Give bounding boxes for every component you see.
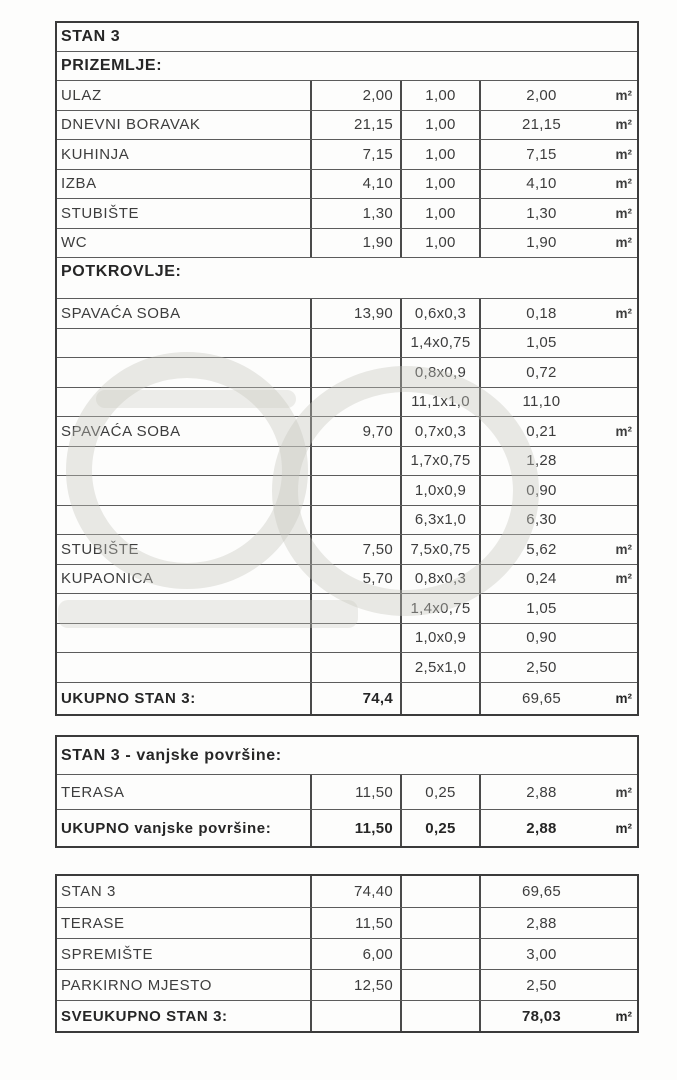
unit-label: m² (615, 87, 632, 103)
result-cell (479, 810, 637, 846)
table-row (57, 876, 637, 907)
room-name-cell: STUBIŠTE (61, 204, 140, 222)
section-row (57, 51, 637, 80)
area-cell (310, 594, 400, 623)
unit-label: m² (615, 571, 632, 587)
result-value: 21,15 (521, 116, 562, 134)
result-value: 69,65 (521, 883, 562, 900)
coefficient-cell: 7,5x0,75 (400, 535, 479, 564)
coefficient-cell: 1,00 (400, 140, 479, 169)
room-name-cell (57, 329, 310, 358)
area-cell (310, 624, 400, 653)
result-cell (479, 939, 637, 969)
coefficient-cell (400, 1001, 479, 1031)
table-stan3-outdoor (55, 735, 639, 848)
result-value: 1,30 (526, 204, 557, 222)
room-name-cell: TERASA (61, 783, 125, 801)
unit-label: m² (615, 235, 632, 251)
table-row (57, 446, 637, 476)
table-row (57, 198, 637, 228)
section-row (57, 737, 637, 774)
table-row (57, 110, 637, 140)
section-label: PRIZEMLJE: (61, 57, 163, 74)
coefficient-cell: 0,7x0,3 (400, 417, 479, 446)
result-value: 0,21 (526, 422, 557, 440)
result-cell (479, 653, 637, 682)
coefficient-cell: 1,0x0,9 (400, 476, 479, 505)
unit-label: m² (615, 1008, 632, 1024)
area-cell: 2,00 (310, 81, 400, 110)
coefficient-cell: 1,00 (400, 229, 479, 258)
room-name-cell: DNEVNI BORAVAK (61, 116, 201, 134)
result-value: 69,65 (521, 689, 562, 707)
result-value: 0,24 (526, 570, 557, 588)
result-cell (479, 970, 637, 1000)
area-cell (310, 388, 400, 417)
coefficient-cell: 1,00 (400, 111, 479, 140)
table-row (57, 169, 637, 199)
room-name-cell: SVEUKUPNO STAN 3: (61, 1007, 228, 1025)
table-row (57, 139, 637, 169)
area-cell (310, 358, 400, 387)
area-cell (310, 653, 400, 682)
table-row (57, 938, 637, 969)
table-row (57, 80, 637, 110)
room-name-cell: SPAVAĆA SOBA (61, 304, 181, 322)
table-row (57, 623, 637, 653)
result-value: 2,50 (526, 658, 557, 676)
result-value: 5,62 (526, 540, 557, 558)
result-cell (479, 329, 637, 358)
coefficient-cell: 1,7x0,75 (400, 447, 479, 476)
coefficient-cell (400, 876, 479, 907)
area-cell: 7,50 (310, 535, 400, 564)
result-cell (479, 565, 637, 594)
room-name-cell (57, 506, 310, 535)
coefficient-cell: 1,00 (400, 170, 479, 199)
room-name-cell (57, 447, 310, 476)
room-name-cell: STUBIŠTE (61, 540, 140, 558)
coefficient-cell (400, 970, 479, 1000)
result-cell (479, 1001, 637, 1031)
table-row (57, 593, 637, 623)
coefficient-cell: 1,00 (400, 199, 479, 228)
area-cell: 11,50 (310, 775, 400, 809)
table-row (57, 774, 637, 809)
table-row (57, 228, 637, 258)
table-row (57, 505, 637, 535)
room-name-cell: PARKIRNO MJESTO (61, 976, 212, 994)
unit-label: m² (615, 117, 632, 133)
result-cell (479, 140, 637, 169)
result-value: 11,10 (522, 393, 561, 411)
result-value: 4,10 (526, 175, 557, 193)
area-cell: 1,30 (310, 199, 400, 228)
result-value: 1,05 (526, 334, 557, 352)
room-name-cell: TERASE (61, 914, 125, 932)
result-cell (479, 624, 637, 653)
coefficient-cell: 0,8x0,3 (400, 565, 479, 594)
result-cell (479, 299, 637, 328)
coefficient-cell: 0,6x0,3 (400, 299, 479, 328)
table-row (57, 652, 637, 682)
room-name-cell: WC (61, 234, 88, 252)
title-row (57, 23, 637, 51)
result-cell (479, 535, 637, 564)
table-row (57, 475, 637, 505)
table-row (57, 298, 637, 328)
room-name-cell: ULAZ (61, 86, 102, 104)
result-value: 2,50 (526, 976, 557, 994)
result-cell (479, 876, 637, 907)
coefficient-cell (400, 939, 479, 969)
result-value: 2,88 (526, 783, 557, 801)
room-name-cell: IZBA (61, 175, 97, 193)
result-value: 3,00 (526, 945, 557, 963)
room-name-cell: UKUPNO STAN 3: (61, 689, 196, 707)
coefficient-cell: 6,3x1,0 (400, 506, 479, 535)
unit-label: m² (615, 784, 632, 800)
result-cell (479, 229, 637, 258)
area-cell: 13,90 (310, 299, 400, 328)
result-cell (479, 81, 637, 110)
result-cell (479, 111, 637, 140)
table-row (57, 328, 637, 358)
area-cell (310, 1001, 400, 1031)
result-value: 0,90 (526, 481, 557, 499)
room-name-cell: STAN 3 (61, 883, 117, 900)
area-cell: 74,4 (310, 683, 400, 714)
total-row (57, 1000, 637, 1031)
result-value: 0,90 (526, 629, 557, 647)
section-label: STAN 3 - vanjske površine: (61, 746, 282, 764)
coefficient-cell: 0,25 (400, 775, 479, 809)
area-cell: 7,15 (310, 140, 400, 169)
unit-label: m² (615, 690, 632, 706)
table-stan3-summary (55, 874, 639, 1033)
coefficient-cell: 11,1x1,0 (400, 388, 479, 417)
result-cell (479, 594, 637, 623)
table-row (57, 387, 637, 417)
coefficient-cell: 1,4x0,75 (400, 594, 479, 623)
coefficient-cell: 1,4x0,75 (400, 329, 479, 358)
unit-label: m² (615, 423, 632, 439)
result-value: 2,00 (526, 86, 557, 104)
result-cell (479, 775, 637, 809)
area-cell: 12,50 (310, 970, 400, 1000)
room-name-cell (57, 388, 310, 417)
table-row (57, 416, 637, 446)
section-label: POTKROVLJE: (61, 263, 182, 280)
result-value: 0,72 (526, 363, 557, 381)
coefficient-cell: 0,25 (400, 810, 479, 846)
room-name-cell: SPAVAĆA SOBA (61, 422, 181, 440)
unit-label: m² (615, 205, 632, 221)
result-value: 1,05 (526, 599, 557, 617)
table-stan3-main (55, 21, 639, 716)
room-name-cell (57, 594, 310, 623)
room-name-cell: UKUPNO vanjske površine: (61, 819, 272, 837)
area-cell: 74,40 (310, 876, 400, 907)
total-row (57, 809, 637, 846)
room-name-cell: KUPAONICA (61, 570, 154, 588)
result-cell (479, 417, 637, 446)
area-cell: 1,90 (310, 229, 400, 258)
result-cell (479, 506, 637, 535)
table-row (57, 969, 637, 1000)
table-row (57, 564, 637, 594)
coefficient-cell: 0,8x0,9 (400, 358, 479, 387)
result-cell (479, 199, 637, 228)
area-cell: 11,50 (310, 908, 400, 938)
result-cell (479, 476, 637, 505)
unit-label: m² (615, 176, 632, 192)
result-value: 0,18 (526, 304, 557, 322)
section-tall-row (57, 257, 637, 298)
room-name-cell (57, 358, 310, 387)
table-row (57, 534, 637, 564)
total-row (57, 682, 637, 714)
room-name-cell (57, 624, 310, 653)
table-row (57, 357, 637, 387)
coefficient-cell: 1,0x0,9 (400, 624, 479, 653)
section-label: STAN 3 (61, 28, 121, 45)
area-cell: 5,70 (310, 565, 400, 594)
result-cell (479, 388, 637, 417)
coefficient-cell (400, 683, 479, 714)
result-value: 1,28 (526, 452, 557, 470)
result-value: 7,15 (526, 145, 557, 163)
result-cell (479, 683, 637, 714)
result-cell (479, 447, 637, 476)
coefficient-cell (400, 908, 479, 938)
result-cell (479, 170, 637, 199)
area-cell: 11,50 (310, 810, 400, 846)
room-name-cell (57, 476, 310, 505)
result-value: 1,90 (526, 234, 557, 252)
area-cell: 9,70 (310, 417, 400, 446)
area-cell: 6,00 (310, 939, 400, 969)
result-value: 6,30 (526, 511, 557, 529)
area-cell (310, 329, 400, 358)
unit-label: m² (615, 305, 632, 321)
result-value: 78,03 (521, 1007, 562, 1025)
room-name-cell (57, 653, 310, 682)
room-name-cell: KUHINJA (61, 145, 130, 163)
table-row (57, 907, 637, 938)
unit-label: m² (615, 146, 632, 162)
area-cell (310, 506, 400, 535)
coefficient-cell: 1,00 (400, 81, 479, 110)
room-name-cell: SPREMIŠTE (61, 945, 154, 963)
coefficient-cell: 2,5x1,0 (400, 653, 479, 682)
result-cell (479, 358, 637, 387)
unit-label: m² (615, 541, 632, 557)
result-value: 2,88 (526, 914, 557, 932)
area-cell: 21,15 (310, 111, 400, 140)
unit-label: m² (615, 820, 632, 836)
area-cell (310, 447, 400, 476)
result-value: 2,88 (526, 819, 557, 837)
area-cell (310, 476, 400, 505)
area-cell: 4,10 (310, 170, 400, 199)
result-cell (479, 908, 637, 938)
